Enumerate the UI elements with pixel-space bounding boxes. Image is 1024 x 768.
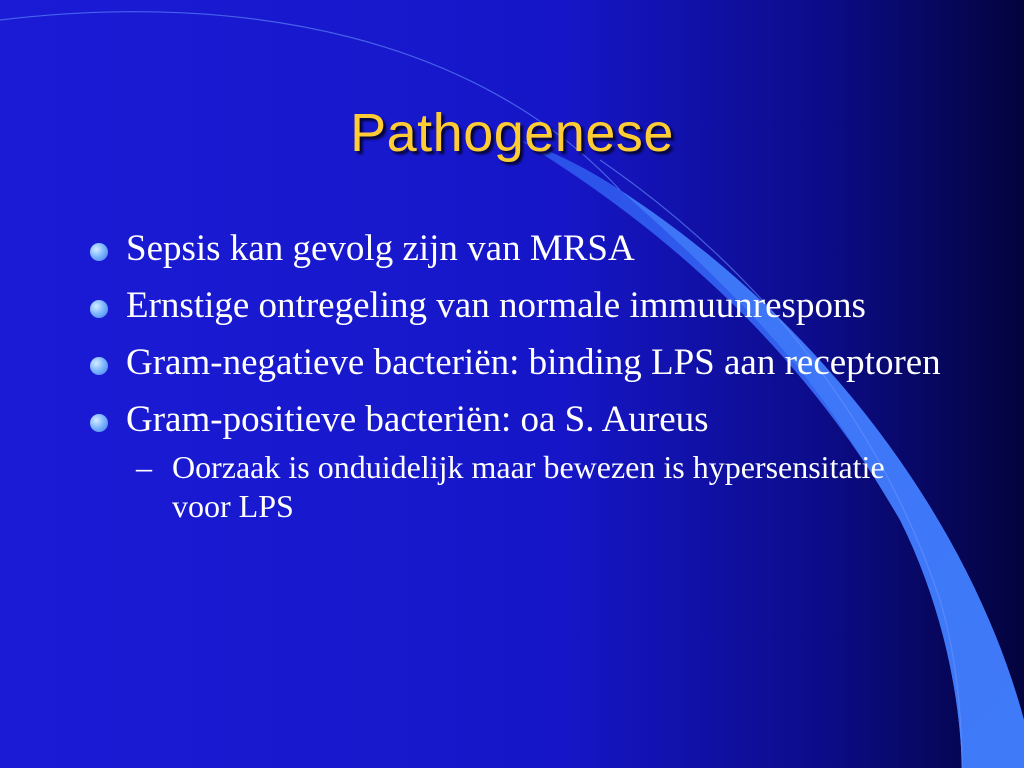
bullet-text: Gram-negatieve bacteriën: binding LPS aan receptoren [126,342,941,383]
bullet-item [88,226,948,271]
bullet-item [88,340,948,385]
sub-bullet-item [136,448,948,526]
bullet-dot-icon [90,414,108,432]
bullet-item [88,397,948,442]
bullet-dot-icon [90,300,108,318]
sub-bullet-dash: – [136,449,152,485]
bullet-list [88,226,948,526]
slide-title: Pathogenese [350,103,674,163]
bullet-text: Sepsis kan gevolg zijn van MRSA [126,228,635,269]
sub-bullet-text: Oorzaak is onduidelijk maar bewezen is hypersensitatie voor LPS [172,449,885,524]
bullet-text: Gram-positieve bacteriën: oa S. Aureus [126,399,709,440]
bullet-dot-icon [90,357,108,375]
bullet-text: Ernstige ontregeling van normale immuunrespons [126,285,866,326]
bullet-dot-icon [90,243,108,261]
bullet-item [88,283,948,328]
